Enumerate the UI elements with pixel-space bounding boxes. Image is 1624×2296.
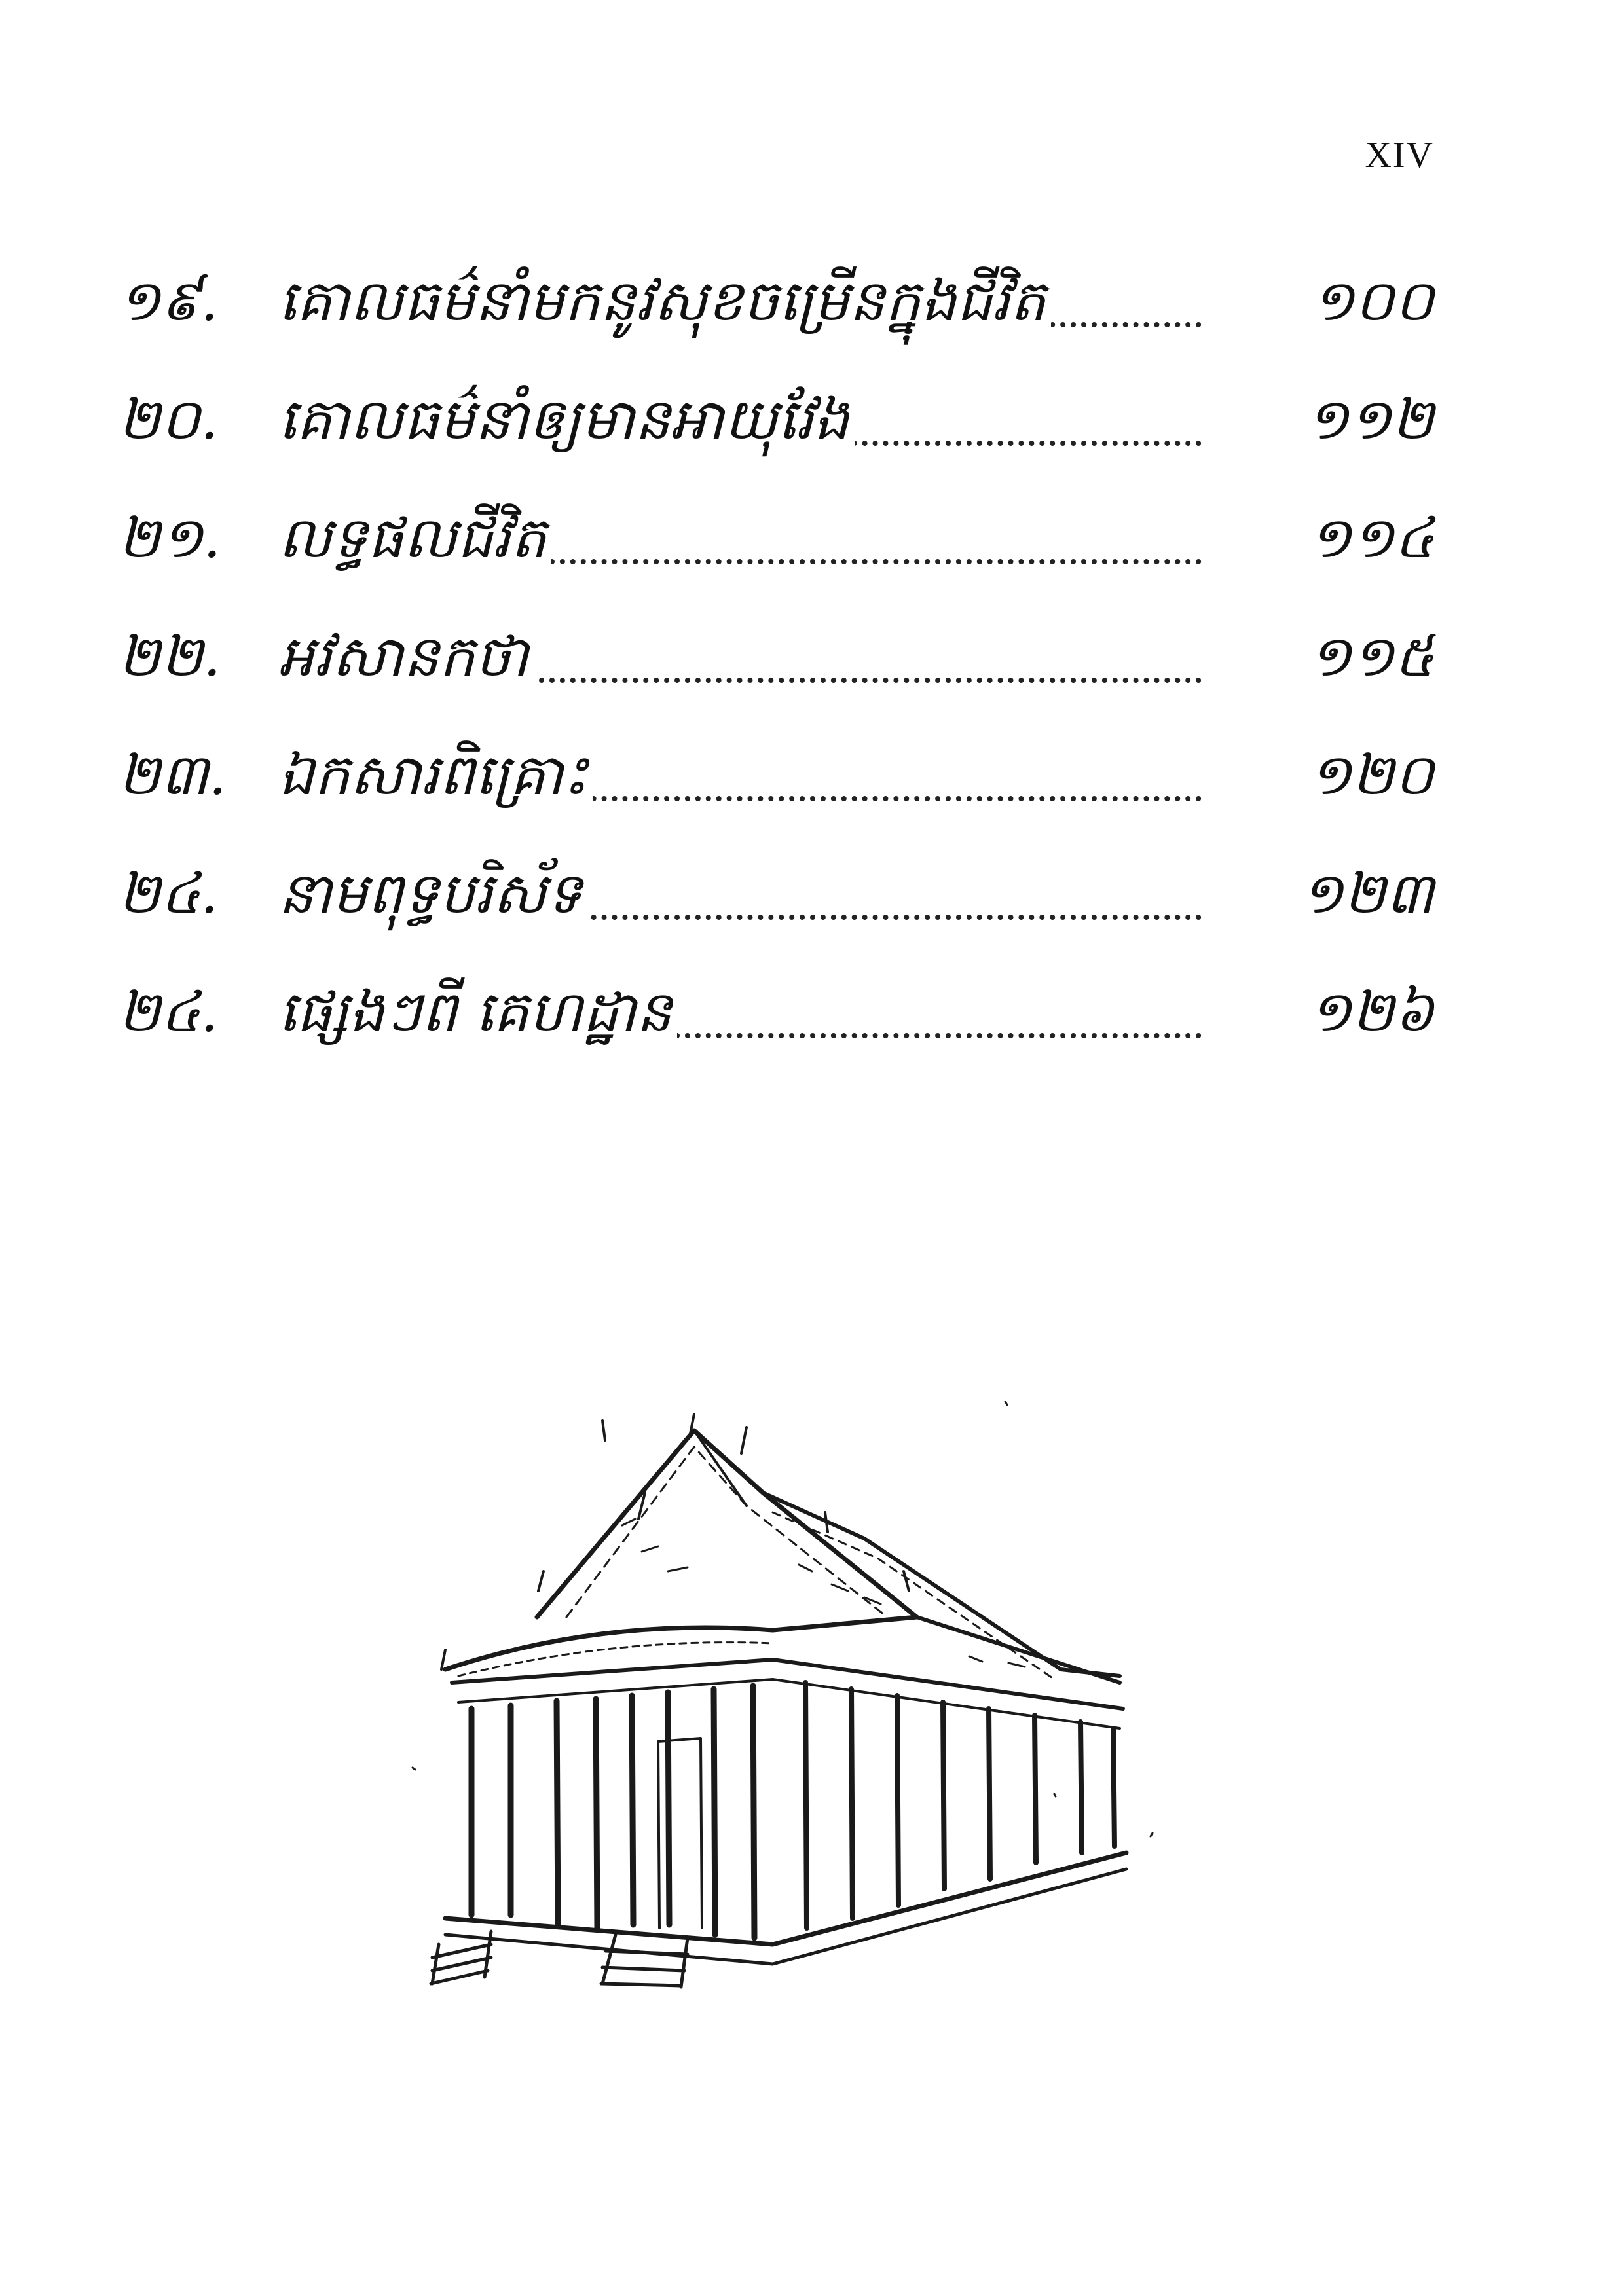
toc-entry-page: ១១៥ [1308,624,1434,689]
toc-entry [118,367,1434,486]
toc-entry-number: ២២. [118,624,221,689]
temple-sketch-icon [406,1401,1159,1990]
toc-entry-title: ឯកសារពិគ្រោះ [278,736,593,814]
toc-entry-title: គោលធម៌នាំឲ្យមានអាយុវែង [278,380,855,459]
toc-entry-number: ២១. [118,505,221,571]
toc-entry-number: ២៤. [118,979,219,1045]
toc-entry-page: ១០០ [1312,268,1434,334]
toc-entry [118,841,1434,960]
toc-entry [118,249,1434,367]
toc-entry-number: ២៤. [118,861,219,926]
toc-entry-title: គោលធម៌នាំមកនូវសុខចម្រើនក្នុងជីវិត [278,262,1051,340]
toc-entry-number: ២៣. [118,742,227,808]
toc-entry [118,604,1434,723]
toc-entry [118,486,1434,604]
toc-entry-number: ១៩. [118,268,219,334]
table-of-contents [118,249,1434,1078]
toc-entry-title: នាមពុទ្ធបរិស័ទ [278,854,587,933]
toc-entry-number: ២០. [118,387,219,452]
toc-entry [118,960,1434,1078]
toc-entry-page: ១២៦ [1308,979,1434,1045]
toc-entry-page: ១២០ [1308,742,1434,808]
toc-entry-page: ១១២ [1306,387,1434,452]
toc-entry-title: លទ្ធផលជីវិត [278,499,551,577]
toc-entry-page: ១១៤ [1308,505,1434,571]
page-number: XIV [1365,135,1434,175]
toc-entry [118,723,1434,841]
toc-entry-page: ១២៣ [1301,861,1434,926]
toc-entry-title: អវសានកថា [278,617,534,696]
toc-entry-title: ផ្សេងៗពី គេហដ្ឋាន [278,973,677,1051]
